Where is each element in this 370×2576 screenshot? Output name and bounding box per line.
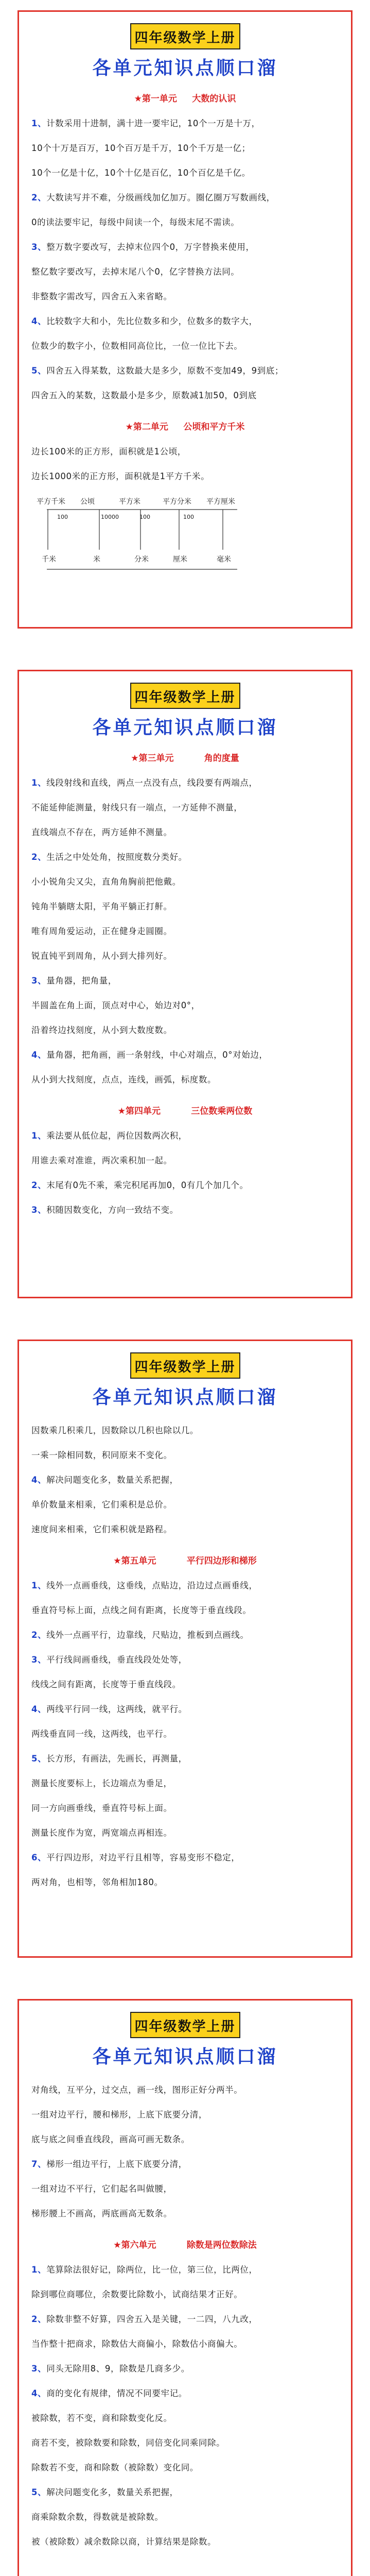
item-number: 4、: [31, 1475, 47, 1485]
unit-heading: ★第三单元 角的度量: [131, 753, 239, 764]
text-line: [31, 334, 339, 359]
item-number: 2、: [31, 2314, 47, 2324]
item-number: 3、: [31, 976, 47, 986]
text-line: [31, 2381, 339, 2406]
line-text: 梯形腰上不画高，两底画高无数条。: [31, 2209, 172, 2218]
text-line: [31, 210, 339, 235]
text-line: [31, 969, 339, 993]
text-line: [31, 439, 339, 464]
line-text: 垂直符号标上面，点线之间有距离，长度等于垂直线段。: [31, 1605, 252, 1615]
text-line: [31, 1796, 339, 1821]
text-line: [31, 161, 339, 185]
item-number: 3、: [31, 1205, 47, 1215]
card-unit-5-6: [17, 1999, 353, 2576]
title-banner: [130, 2012, 240, 2038]
line-text: 除数若不变，商和除数（被除数）变化同。: [31, 2463, 199, 2472]
text-line: [31, 2127, 339, 2152]
text-line: [31, 2282, 339, 2307]
unit-heading: ★第六单元 除数是两位数除法: [113, 2240, 257, 2250]
item-number: 1、: [31, 1581, 47, 1590]
line-text: 非整数字需改写，四舍五入来省略。: [31, 292, 172, 301]
line-text: 商若不变，被除数要和除数，同倍变化同乘同除。: [31, 2438, 225, 2448]
line-text: 沿着终边找刻度，从小到大数度数。: [31, 1025, 172, 1035]
text-line: [31, 1124, 339, 1148]
text-line: [31, 919, 339, 944]
item-number: 4、: [31, 1704, 47, 1714]
line-text: 笔算除法很好记，除两位，比一位，第三位，比两位，: [46, 2265, 258, 2275]
title-banner: [130, 23, 240, 49]
length-unit-label: 毫米: [217, 555, 231, 564]
text-line: [31, 1468, 339, 1493]
item-number: 1、: [31, 1131, 47, 1141]
text-line: [31, 845, 339, 870]
line-text: 解决问题变化多，数量关系把握，: [46, 2487, 179, 2497]
line-text: 速度间来相乘，它们乘积就是路程。: [31, 1524, 172, 1534]
item-number: 1、: [31, 2265, 47, 2275]
text-line: [31, 1148, 339, 1173]
line-text: 两线垂直同一线，这两线，也平行。: [31, 1729, 172, 1739]
line-text: 10个一亿是十亿，10个十亿是百亿，10个百亿是千亿。: [31, 168, 251, 178]
line-text: 商乘除数余数，得数就是被除数。: [31, 2512, 164, 2522]
text-line: [31, 2431, 339, 2455]
line-text: 量角器，把角画，画一条射线，中心对端点，0°对始边，: [46, 1050, 268, 1060]
item-number: 5、: [31, 2487, 47, 2497]
connector-lines: [31, 492, 268, 580]
text-line: [31, 2505, 339, 2530]
text-line: [31, 795, 339, 820]
item-number: 5、: [31, 1754, 47, 1764]
conversion-rate-label: 100: [183, 514, 194, 520]
line-text: 梯形一组边平行，上底下底要分清，: [46, 2159, 187, 2169]
section-list: [31, 751, 339, 1223]
item-number: 3、: [31, 1655, 47, 1665]
line-text: 边长1000米的正方形，面积就是1平方千米。: [31, 471, 210, 481]
card-unit-4-5: [17, 1340, 353, 1958]
text-line: [31, 260, 339, 284]
line-text: 商的变化有规律，情况不同要牢记。: [46, 2388, 187, 2398]
line-text: 整亿数字要改写，去掉末尾八个0，亿字替换方法同。: [31, 267, 240, 277]
text-line: [31, 1771, 339, 1796]
text-line: [31, 1493, 339, 1517]
text-line: [31, 284, 339, 309]
text-line: [31, 185, 339, 210]
text-line: [31, 2480, 339, 2505]
text-line: [31, 1067, 339, 1092]
text-line: [31, 111, 339, 136]
text-line: [31, 1573, 339, 1598]
length-unit-label: 分米: [134, 555, 149, 564]
text-line: [31, 2258, 339, 2282]
unit-heading: ★第二单元 公顷和平方千米: [125, 422, 245, 432]
text-line: [31, 1870, 339, 1895]
item-number: 6、: [31, 1853, 47, 1862]
line-text: 因数乘几积乘几，因数除以几积也除以几。: [31, 1426, 199, 1435]
item-number: 5、: [31, 366, 47, 376]
unit-conversion-diagram: [31, 492, 339, 580]
length-unit-label: 千米: [42, 555, 56, 564]
text-line: [31, 1845, 339, 1870]
card-title: 四年级数学上册: [134, 1360, 236, 1375]
text-line: [31, 771, 339, 795]
line-text: 四舍五入的某数，这数最小是多少，原数减1加50，0到底: [31, 391, 257, 400]
line-text: 线段射线和直线，两点一点没有点，线段要有两端点，: [46, 778, 258, 788]
text-line: [31, 2307, 339, 2332]
line-text: 除到哪位商哪位，余数要比除数小，试商结果才正好。: [31, 2290, 243, 2299]
section-list: [31, 91, 339, 580]
text-line: [31, 2332, 339, 2357]
text-line: [31, 1418, 339, 1443]
line-text: 直线端点不存在，两方延伸不测量。: [31, 827, 172, 837]
text-line: [31, 1722, 339, 1747]
line-text: 两线平行同一线，这两线，就平行。: [46, 1704, 187, 1714]
unit-heading: ★第五单元 平行四边形和梯形: [113, 1556, 257, 1566]
text-line: [31, 1198, 339, 1223]
line-text: 不能延伸能测量，射线只有一端点，一方延伸不测量，: [31, 803, 243, 812]
text-line: [31, 894, 339, 919]
line-text: 计数采用十进制，满十进一要牢记，10个一万是十万，: [46, 118, 260, 128]
item-number: 4、: [31, 2388, 47, 2398]
text-line: [31, 1697, 339, 1722]
line-text: 一组对边不平行，它们起名叫做腰，: [31, 2184, 172, 2194]
card-title: 四年级数学上册: [134, 30, 236, 46]
item-number: 3、: [31, 2364, 47, 2374]
line-text: 同头无除用8、9，除数是几商多少。: [46, 2364, 190, 2374]
line-text: 平行线间画垂线，垂直线段处处等，: [46, 1655, 187, 1665]
line-text: 一组对边平行，腰和梯形，上底下底要分清，: [31, 2110, 207, 2120]
item-number: 2、: [31, 852, 47, 862]
item-number: 4、: [31, 316, 47, 326]
line-text: 10个十万是百万，10个百万是千万，10个千万是一亿；: [31, 143, 251, 153]
line-text: 除数非整不好算，四舍五入是关键，一二四，八九改，: [46, 2314, 258, 2324]
text-line: [31, 1672, 339, 1697]
text-line: [31, 235, 339, 260]
line-text: 从小到大找刻度，点点，连线，画弧，标度数。: [31, 1075, 217, 1084]
line-text: 生活之中处处角，按照度数分类好。: [46, 852, 187, 862]
section-list: [31, 2078, 339, 2554]
line-text: 线外一点画平行，边靠线，尺贴边，推板到点画线。: [46, 1630, 249, 1640]
item-number: 3、: [31, 242, 47, 252]
line-text: 小小锐角尖又尖，直角角胸前把他戴。: [31, 877, 181, 887]
section-list: [31, 1418, 339, 1895]
item-number: 2、: [31, 1180, 47, 1190]
text-line: [31, 2530, 339, 2554]
line-text: 边长100米的正方形，面积就是1公顷，: [31, 447, 186, 456]
text-line: [31, 1598, 339, 1623]
area-unit-label: 公顷: [80, 498, 95, 506]
line-text: 积随因数变化，方向一致结不变。: [46, 1205, 179, 1215]
text-line: [31, 2357, 339, 2381]
line-text: 末尾有0先不乘，乘完积尾再加0，0有几个加几个。: [46, 1180, 249, 1190]
item-number: 1、: [31, 118, 47, 128]
text-line: [31, 1018, 339, 1043]
text-line: [31, 2177, 339, 2201]
item-number: 2、: [31, 193, 47, 202]
line-text: 0的读法要牢记，每级中间读一个，每级末尾不需读。: [31, 217, 240, 227]
line-text: 用谁去乘对准谁，两次乘积加一起。: [31, 1156, 172, 1165]
text-line: [31, 1043, 339, 1067]
card-unit-3-4: [17, 670, 353, 1298]
conversion-rate-label: 100: [139, 514, 150, 520]
unit-heading: ★第一单元 大数的认识: [134, 94, 236, 104]
card-subtitle: 各单元知识点顺口溜: [92, 717, 278, 738]
line-text: 单价数量来相乘，它们乘积是总价。: [31, 1500, 172, 1510]
text-line: [31, 1623, 339, 1648]
text-line: [31, 464, 339, 489]
text-line: [31, 1648, 339, 1672]
text-line: [31, 2103, 339, 2127]
line-text: 底与底之间垂直线段，画高可画无数条。: [31, 2134, 190, 2144]
line-text: 整万数字要改写，去掉末位四个0，万字替换来使用，: [46, 242, 255, 252]
title-banner: [130, 683, 240, 709]
length-unit-label: 米: [93, 555, 100, 564]
line-text: 线线之间有距离，长度等于垂直线段。: [31, 1680, 181, 1689]
text-line: [31, 1821, 339, 1845]
line-text: 钝角半躺瞎太阳，平角平躺正打鼾。: [31, 902, 172, 911]
line-text: 比较数字大和小，先比位数多和少，位数多的数字大，: [46, 316, 258, 326]
line-text: 半圆盖在角上面，顶点对中心，始边对0°，: [31, 1001, 200, 1010]
line-text: 测量长度作为宽，两宽端点再相连。: [31, 1828, 172, 1838]
title-banner: [130, 1352, 240, 1379]
text-line: [31, 2455, 339, 2480]
card-unit-1-2: [17, 10, 353, 629]
line-text: 长方形，有画法，先画长，再测量，: [46, 1754, 187, 1764]
card-subtitle: 各单元知识点顺口溜: [92, 2046, 278, 2067]
card-subtitle: 各单元知识点顺口溜: [92, 1386, 278, 1408]
text-line: [31, 1443, 339, 1468]
line-text: 量角器，把角量，: [46, 976, 117, 986]
line-text: 平行四边形，对边平行且相等，容易变形不稳定，: [46, 1853, 240, 1862]
line-text: 被除数，若不变，商和除数变化反。: [31, 2413, 172, 2423]
line-text: 被（被除数）减余数除以商，计算结果是除数。: [31, 2537, 217, 2547]
text-line: [31, 870, 339, 894]
item-number: 1、: [31, 778, 47, 788]
conversion-rate-label: 10000: [101, 514, 119, 520]
card-title: 四年级数学上册: [134, 2019, 236, 2035]
text-line: [31, 944, 339, 969]
line-text: 当作整十把商求，除数估大商偏小，除数估小商偏大。: [31, 2339, 243, 2349]
conversion-rate-label: 100: [57, 514, 68, 520]
length-unit-label: 厘米: [173, 555, 187, 564]
text-line: [31, 309, 339, 334]
area-unit-label: 平方米: [119, 498, 140, 506]
text-line: [31, 2406, 339, 2431]
item-number: 2、: [31, 1630, 47, 1640]
line-text: 两对角，也相等，邻角相加180。: [31, 1877, 163, 1887]
line-text: 位数少的数字小，位数相同高位比，一位一位比下去。: [31, 341, 243, 351]
text-line: [31, 993, 339, 1018]
card-title: 四年级数学上册: [134, 690, 236, 705]
text-line: [31, 1747, 339, 1771]
line-text: 唯有周角爱运动，正在健身走圆圈。: [31, 926, 172, 936]
line-text: 乘法要从低位起，两位因数两次积，: [46, 1131, 187, 1141]
line-text: 同一方向画垂线，垂直符号标上面。: [31, 1803, 172, 1813]
line-text: 解决问题变化多，数量关系把握，: [46, 1475, 179, 1485]
line-text: 四舍五入得某数，这数最大是多少，原数不变加49，9到底；: [46, 366, 284, 376]
area-unit-label: 平方厘米: [206, 498, 235, 506]
text-line: [31, 2152, 339, 2177]
line-text: 一乘一除相同数，积同原来不变化。: [31, 1450, 172, 1460]
text-line: [31, 820, 339, 845]
card-subtitle: 各单元知识点顺口溜: [92, 57, 278, 79]
text-line: [31, 1517, 339, 1542]
item-number: 7、: [31, 2159, 47, 2169]
text-line: [31, 383, 339, 408]
area-unit-label: 平方分米: [163, 498, 191, 506]
line-text: 大数读写并不难，分级画线加亿加万。圈亿圈万写数画线，: [46, 193, 275, 202]
line-text: 测量长度要标上，长边端点为垂足，: [31, 1778, 172, 1788]
text-line: [31, 359, 339, 383]
line-text: 线外一点画垂线，这垂线，点贴边，沿边过点画垂线，: [46, 1581, 258, 1590]
item-number: 4、: [31, 1050, 47, 1060]
unit-heading: ★第四单元 三位数乘两位数: [117, 1106, 253, 1116]
text-line: [31, 136, 339, 161]
line-text: 对角线，互平分，过交点，画一线，图形正好分两半。: [31, 2085, 243, 2095]
text-line: [31, 2078, 339, 2103]
text-line: [31, 1173, 339, 1198]
line-text: 锐直钝平到周角，从小到大排列好。: [31, 951, 172, 961]
text-line: [31, 2201, 339, 2226]
area-unit-label: 平方千米: [37, 498, 65, 506]
